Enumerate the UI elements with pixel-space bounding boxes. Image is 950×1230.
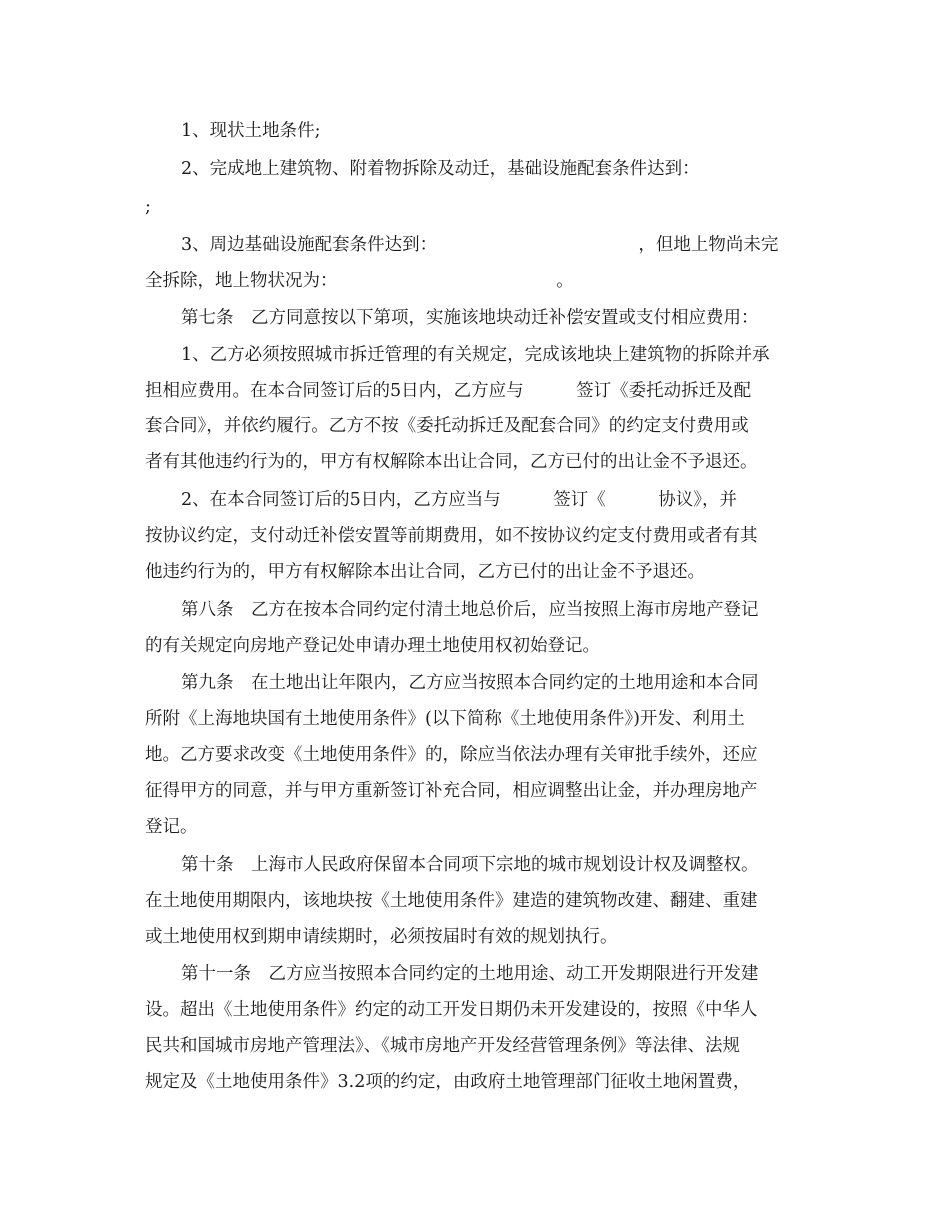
article-11-line: 民共和国城市房地产管理法》、《城市房地产开发经营管理条例》等法律、法规 <box>145 1036 740 1056</box>
article-9-line: 征得甲方的同意，并与甲方重新签订补充合同，相应调整出让金，并办理房地产 <box>145 781 758 801</box>
article-9-line: 第九条 在土地出让年限内，乙方应当按照本合同约定的土地用途和本合同 <box>181 673 759 693</box>
article-8-line: 第八条 乙方在按本合同约定付清土地总价后，应当按照上海市房地产登记 <box>181 600 759 620</box>
article-7-item-1-line: 者有其他违约行为的，甲方有权解除本出让合同，乙方已付的出让金不予退还。 <box>145 452 758 472</box>
item-1-line: 1、现状土地条件; <box>181 121 321 141</box>
article-11-line: 第十一条 乙方应当按照本合同约定的土地用途、动工开发期限进行开发建 <box>181 964 759 984</box>
article-8-line: 的有关规定向房地产登记处申请办理土地使用权初始登记。 <box>145 636 600 656</box>
article-9-line: 地。乙方要求改变《土地使用条件》的，除应当依法办理有关审批手续外，还应 <box>145 745 758 765</box>
article-9-line: 登记。 <box>145 817 198 837</box>
item-3-line: 3、周边基础设施配套条件达到： ，但地上物尚未完 <box>181 235 779 255</box>
article-7-item-2-line: 2、在本合同签订后的5日内，乙方应当与 签订《 协议》，并 <box>181 490 738 510</box>
article-7-heading-line: 第七条 乙方同意按以下第项，实施该地块动迁补偿安置或支付相应费用： <box>181 308 759 328</box>
article-7-item-2-line: 按协议约定，支付动迁补偿安置等前期费用，如不按协议约定支付费用或者有其 <box>145 526 758 546</box>
article-7-item-1-line: 套合同》，并依约履行。乙方不按《委托动拆迁及配套合同》的约定支付费用或 <box>145 416 749 436</box>
article-7-item-1-line: 1、乙方必须按照城市拆迁管理的有关规定，完成该地块上建筑物的拆除并承 <box>181 345 770 365</box>
article-11-line: 设。超出《土地使用条件》约定的动工开发日期仍未开发建设的，按照《中华人 <box>145 1000 758 1020</box>
article-10-line: 第十条 上海市人民政府保留本合同项下宗地的城市规划设计权及调整权。 <box>181 855 759 875</box>
article-10-line: 或土地使用权到期申请续期时，必须按届时有效的规划执行。 <box>145 927 618 947</box>
article-10-line: 在土地使用期限内，该地块按《土地使用条件》建造的建筑物改建、翻建、重建 <box>145 891 758 911</box>
item-2-line: 2、完成地上建筑物、附着物拆除及动迁，基础设施配套条件达到： <box>181 159 700 179</box>
article-7-item-1-line: 担相应费用。在本合同签订后的5日内，乙方应与 签订《委托动拆迁及配 <box>145 381 752 401</box>
article-7-item-2-line: 他违约行为的，甲方有权解除本出让合同，乙方已付的出让金不予退还。 <box>145 562 705 582</box>
item-3-continuation: 全拆除，地上物状况为： 。 <box>145 271 574 291</box>
item-2-continuation: ; <box>145 197 151 217</box>
article-11-line: 规定及《土地使用条件》3.2项的约定，由政府土地管理部门征收土地闲置费， <box>145 1072 751 1092</box>
article-9-line: 所附《上海地块国有土地使用条件》(以下简称《土地使用条件》)开发、利用土 <box>145 709 745 729</box>
